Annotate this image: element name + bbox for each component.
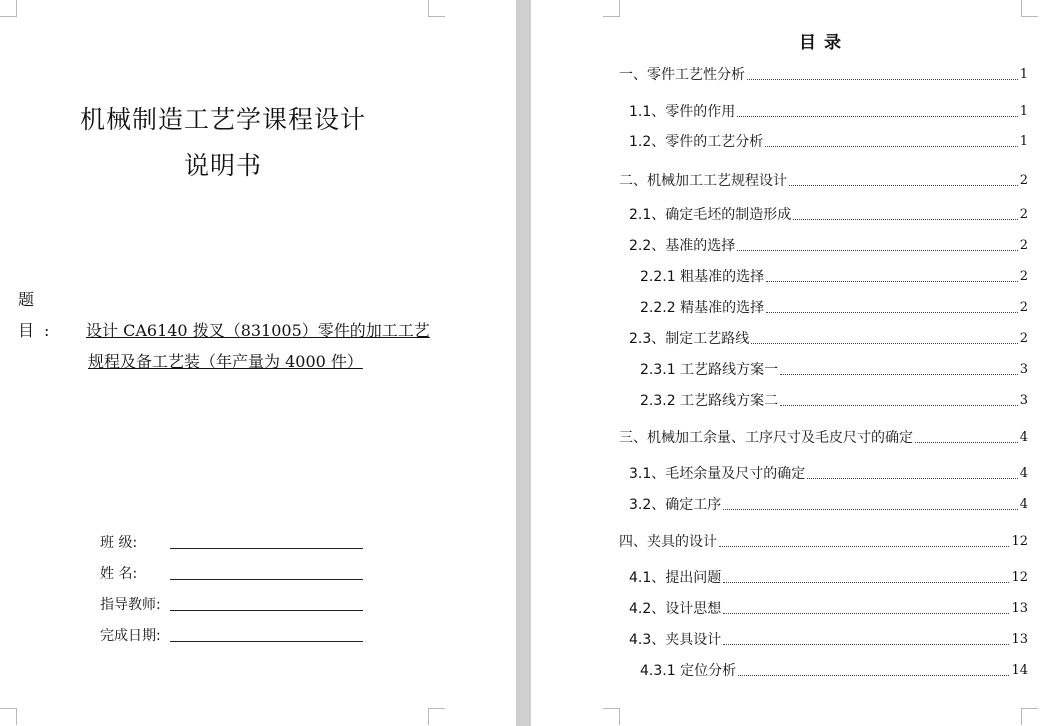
toc-leader-dots [765, 146, 1017, 147]
crop-mark-bottom-right [1021, 708, 1038, 725]
toc-entry[interactable] [629, 496, 1028, 514]
toc-entry-page: 1 [1019, 134, 1028, 149]
toc-entry-page: 4 [1019, 466, 1028, 481]
toc-leader-dots [723, 582, 1009, 583]
toc-entry-page: 1 [1019, 67, 1028, 82]
advisor-field [100, 594, 168, 614]
date-label: 完成日期: [100, 628, 161, 644]
toc-entry[interactable] [640, 361, 1028, 379]
toc-leader-dots [723, 509, 1017, 510]
toc-entry-page: 2 [1019, 238, 1028, 253]
advisor-underline[interactable] [170, 610, 363, 611]
crop-mark-top-left [603, 0, 620, 17]
toc-entry-text: 2.2.2 精基准的选择 [640, 300, 765, 316]
toc-leader-dots [737, 116, 1017, 117]
toc-entry-page: 4 [1019, 497, 1028, 512]
toc-entry-page: 12 [1011, 534, 1028, 549]
toc-entry-text: 1.1、零件的作用 [629, 104, 736, 120]
toc-title: 目录 [799, 33, 849, 53]
name-field [100, 563, 168, 583]
toc-leader-dots [793, 219, 1017, 220]
cover-page [0, 0, 516, 726]
toc-leader-dots [766, 312, 1018, 313]
class-field [100, 532, 168, 552]
page-gutter [516, 0, 531, 726]
toc-entry-text: 4.3、夹具设计 [629, 632, 722, 648]
toc-entry-page: 13 [1011, 632, 1028, 647]
toc-entry-page: 2 [1019, 331, 1028, 346]
cover-title-line2: 说明书 [183, 151, 262, 180]
toc-entry[interactable] [629, 631, 1028, 649]
toc-entry-page: 2 [1019, 300, 1028, 315]
toc-entry-page: 3 [1019, 362, 1028, 377]
toc-entry-page: 2 [1019, 269, 1028, 284]
toc-leader-dots [789, 185, 1018, 186]
toc-entry-text: 4.2、设计思想 [629, 601, 722, 617]
toc-entry[interactable] [629, 465, 1028, 483]
toc-leader-dots [747, 79, 1018, 80]
crop-mark-bottom-right [428, 708, 445, 725]
toc-entry-text: 三、机械加工余量、工序尺寸及毛皮尺寸的确定 [619, 430, 913, 446]
toc-entry[interactable] [640, 392, 1028, 410]
toc-entry-page: 3 [1019, 393, 1028, 408]
toc-entry-page: 13 [1011, 601, 1028, 616]
toc-leader-dots [780, 405, 1018, 406]
toc-entry-page: 2 [1019, 173, 1028, 188]
toc-entry[interactable] [619, 66, 1028, 84]
toc-leader-dots [738, 675, 1009, 676]
class-underline[interactable] [170, 548, 363, 549]
toc-entry-text: 二、机械加工工艺规程设计 [619, 173, 787, 189]
toc-leader-dots [723, 644, 1009, 645]
toc-leader-dots [719, 546, 1009, 547]
toc-entry-text: 一、零件工艺性分析 [619, 67, 745, 83]
toc-entry-page: 4 [1019, 430, 1028, 445]
toc-entry-text: 1.2、零件的工艺分析 [629, 134, 764, 150]
toc-leader-dots [807, 478, 1017, 479]
subject-label: 题 目: [18, 290, 60, 340]
crop-mark-top-right [1021, 0, 1038, 17]
toc-entry-page: 14 [1011, 663, 1028, 678]
subject-block [18, 284, 430, 377]
toc-entry[interactable] [629, 330, 1028, 348]
toc-entry[interactable] [640, 299, 1028, 317]
date-underline[interactable] [170, 641, 363, 642]
cover-title-line1: 机械制造工艺学课程设计 [79, 105, 366, 134]
toc-entry-text: 2.1、确定毛坯的制造形成 [629, 207, 792, 223]
toc-entry-text: 2.3、制定工艺路线 [629, 331, 750, 347]
toc-entry-text: 2.3.1 工艺路线方案一 [640, 362, 779, 378]
toc-leader-dots [915, 442, 1018, 443]
subject-line2: 规程及备工艺装（年产量为 4000 件） [88, 352, 363, 371]
toc-entry-page: 12 [1011, 570, 1028, 585]
toc-entry[interactable] [619, 429, 1028, 447]
date-field [100, 625, 168, 645]
toc-entry[interactable] [619, 533, 1028, 551]
toc-entry-text: 3.2、确定工序 [629, 497, 722, 513]
toc-entry-text: 2.2.1 粗基准的选择 [640, 269, 765, 285]
crop-mark-bottom-left [0, 708, 17, 725]
subject-line1: 设计 CA6140 拨叉（831005）零件的加工工艺 [86, 321, 430, 340]
toc-leader-dots [780, 374, 1018, 375]
toc-entry-text: 4.3.1 定位分析 [640, 663, 737, 679]
toc-leader-dots [737, 250, 1017, 251]
toc-entry-text: 2.2、基准的选择 [629, 238, 736, 254]
toc-entry[interactable] [619, 172, 1028, 190]
name-label: 姓 名: [100, 566, 138, 582]
toc-entry[interactable] [629, 133, 1028, 151]
toc-entry-text: 四、夹具的设计 [619, 534, 717, 550]
name-underline[interactable] [170, 579, 363, 580]
crop-mark-top-right [428, 0, 445, 17]
toc-leader-dots [751, 343, 1017, 344]
toc-entry[interactable] [629, 600, 1028, 618]
toc-entry-page: 1 [1019, 104, 1028, 119]
crop-mark-top-left [0, 0, 17, 17]
toc-page [531, 0, 1047, 726]
toc-leader-dots [766, 281, 1018, 282]
crop-mark-bottom-left [603, 708, 620, 725]
toc-entry-page: 2 [1019, 207, 1028, 222]
toc-entry-text: 2.3.2 工艺路线方案二 [640, 393, 779, 409]
toc-entry[interactable] [629, 103, 1028, 121]
toc-entry[interactable] [629, 237, 1028, 255]
toc-leader-dots [723, 613, 1009, 614]
toc-entry-text: 4.1、提出问题 [629, 570, 722, 586]
toc-entry[interactable] [629, 569, 1028, 587]
advisor-label: 指导教师: [100, 597, 161, 613]
class-label: 班 级: [100, 535, 138, 551]
toc-entry[interactable] [640, 268, 1028, 286]
toc-entry[interactable] [629, 206, 1028, 224]
toc-entry[interactable] [640, 662, 1028, 680]
toc-entry-text: 3.1、毛坯余量及尺寸的确定 [629, 466, 806, 482]
